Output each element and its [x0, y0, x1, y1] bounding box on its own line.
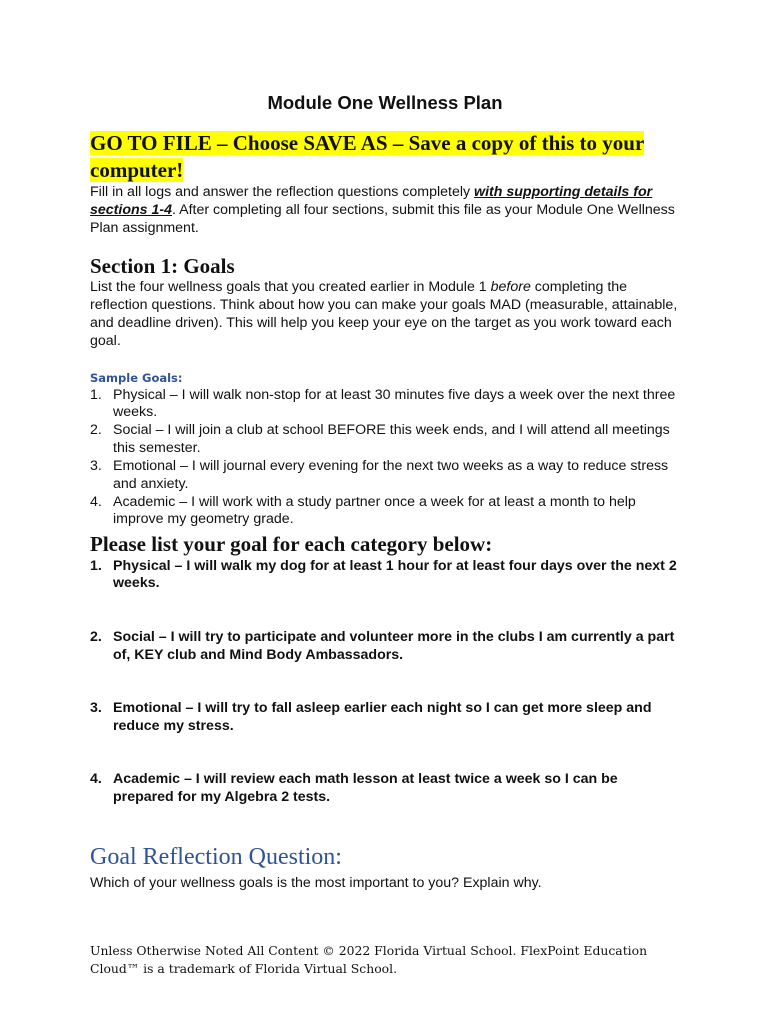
list-item: [90, 387, 680, 422]
goal-text-emotional[interactable]: Emotional – I will try to fall asleep earlier each night so I can get more sleep and reduce my stress.: [113, 700, 652, 734]
list-number: 3.: [90, 458, 102, 475]
list-item[interactable]: [90, 700, 680, 735]
sample-goals-list: [90, 387, 680, 529]
goal-text-physical[interactable]: Physical – I will walk my dog for at least 1 hour for at least four days over the next 2 weeks.: [113, 557, 677, 592]
list-text: Social – I will join a club at school BEFORE this week ends, and I will attend all meetings this semester.: [113, 422, 670, 456]
intro-emphasis: with supporting details for sections 1-4: [90, 184, 653, 218]
list-item[interactable]: [90, 771, 680, 806]
list-number: 4.: [90, 494, 102, 511]
list-text: Physical – I will walk non-stop for at least 30 minutes five days a week over the next three weeks.: [113, 386, 676, 420]
list-item[interactable]: [90, 629, 680, 664]
goal-text-social[interactable]: Social – I will try to participate and volunteer more in the clubs I am currently a part of, KEY club and Mind Body Ambassadors.: [113, 629, 675, 663]
list-number: 2.: [90, 422, 102, 439]
list-number: 1.: [90, 557, 102, 574]
list-text: Emotional – I will journal every evening for the next two weeks as a way to reduce stress and anxiety.: [113, 458, 669, 492]
list-item: [90, 494, 680, 529]
intro-paragraph: [90, 184, 680, 237]
list-number: 4.: [90, 771, 102, 788]
sample-goals-heading: Sample Goals:: [90, 370, 183, 385]
list-number: 1.: [90, 386, 102, 403]
list-item: [90, 458, 680, 493]
section1-desc-italic: before: [490, 279, 531, 296]
section1-desc-start: List the four wellness goals that you created earlier in Module 1: [90, 279, 491, 296]
reflection-heading: Goal Reflection Question:: [90, 843, 342, 870]
list-item[interactable]: [90, 558, 680, 593]
your-goals-list: [90, 558, 680, 807]
your-goals-heading: Please list your goal for each category below:: [90, 531, 493, 556]
reflection-question: Which of your wellness goals is the most important to you? Explain why.: [90, 874, 542, 891]
highlighted-text: GO TO FILE – Choose SAVE AS – Save a copy of this to your computer!: [90, 131, 645, 182]
save-instruction-callout: [90, 130, 680, 184]
list-number: 3.: [90, 700, 102, 717]
section1-description: [90, 279, 680, 350]
section1-desc-end: completing the reflection questions. Think about how you can make your goals MAD (measurable, attainable, and deadline driven). This will help you keep your eye on the target as you work toward each goal.: [90, 279, 678, 349]
list-item: [90, 422, 680, 457]
copyright-footer: Unless Otherwise Noted All Content © 2022 Florida Virtual School. FlexPoint Education Cloud™ is a trademark of Florida Virtual School.: [90, 943, 648, 976]
page-title: Module One Wellness Plan: [267, 92, 503, 113]
document-body: [90, 92, 680, 892]
intro-text-end: . After completing all four sections, submit this file as your Module One Wellness Plan assignment.: [90, 201, 675, 236]
list-text: Academic – I will work with a study partner once a week for at least a month to help improve my geometry grade.: [113, 494, 636, 528]
goal-text-academic[interactable]: Academic – I will review each math lesson at least twice a week so I can be prepared for my Algebra 2 tests.: [113, 771, 618, 805]
section1-heading: Section 1: Goals: [90, 254, 235, 279]
intro-text-start: Fill in all logs and answer the reflection questions completely: [90, 184, 475, 200]
list-number: 2.: [90, 629, 102, 646]
